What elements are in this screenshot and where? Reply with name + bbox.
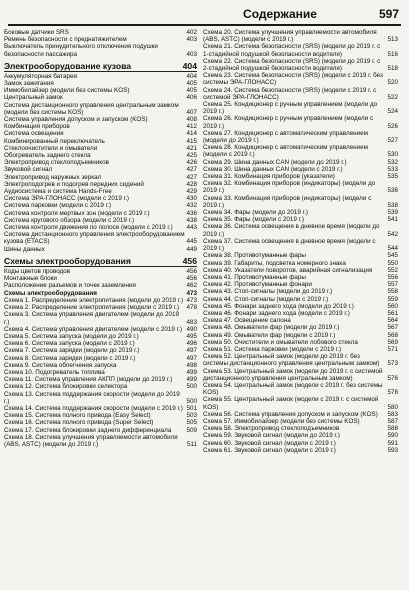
- toc-entry: [4, 282, 197, 289]
- toc-entry: [4, 202, 197, 209]
- toc-entry-title: Схема 54. Центральный замок (модели с 2019 г. без системы KOS): [203, 381, 383, 397]
- toc-entry-title: Система управления допуском и запуском (KOS): [4, 116, 148, 124]
- toc-entry-title: Система кругового обзора (модели с 2019 г.): [4, 216, 135, 224]
- toc-entry: [4, 419, 197, 426]
- toc-entry-page: 501: [186, 404, 197, 412]
- toc-entry-title: Схема 61. Звуковой сигнал (модели с 2019 г.): [203, 446, 336, 454]
- toc-entry-page: 561: [387, 309, 398, 317]
- toc-entry-page: 544: [387, 245, 398, 253]
- toc-entry-page: 524: [387, 108, 398, 116]
- toc-entry: [4, 268, 197, 275]
- toc-entry-title: Схема 34. Фары (модели до 2019 г.): [203, 209, 309, 217]
- toc-entry-page: 478: [186, 304, 197, 312]
- toc-entry-title: Схема 42. Противотуманные фонари: [203, 281, 312, 289]
- toc-entry-title: Электрооборудование кузова: [4, 60, 132, 71]
- toc-entry-page: 415: [186, 137, 197, 145]
- toc-entry: [203, 238, 398, 252]
- toc-entry-page: 404: [186, 72, 197, 80]
- toc-entry-title: Схема 17. Система блокировки заднего дифференциала: [4, 426, 172, 434]
- toc-entry: [203, 115, 398, 129]
- toc-entry-page: 530: [387, 151, 398, 159]
- toc-entry-title: Система парковки (модели с 2019 г.): [4, 202, 111, 210]
- toc-entry-page: 552: [387, 266, 398, 274]
- toc-entry: [4, 123, 197, 130]
- toc-entry-page: 403: [186, 50, 197, 58]
- toc-entry: [4, 355, 197, 362]
- toc-column-right: [203, 29, 398, 454]
- toc-entry-page: 557: [387, 281, 398, 289]
- toc-entry: [203, 29, 398, 43]
- toc-entry-title: Обогреватель заднего стекла: [4, 152, 91, 160]
- toc-entry-title: Схема 51. Система парковки (модели с 2019 г.): [203, 345, 342, 353]
- header-rule: [8, 24, 401, 26]
- toc-entry: [4, 412, 197, 419]
- toc-entry-page: 541: [387, 216, 398, 224]
- toc-entry-page: 403: [186, 36, 197, 44]
- toc-entry-page: 432: [186, 202, 197, 210]
- toc-entry-title: Схема 32. Комбинация приборов (индикаторы) (модели до 2019 г.): [203, 180, 376, 195]
- toc-entry-title: Схема 1. Распределение электропитания (модели до 2019 г.): [4, 296, 184, 304]
- toc-entry-title: Электроподогрев и подогрев передних сидений: [4, 180, 144, 188]
- toc-entry-title: Схема 49. Омыватели фар (модели с 2019 г.): [203, 331, 336, 339]
- toc-entry-page: 590: [387, 432, 398, 440]
- toc-entry: [4, 427, 197, 434]
- toc-entry-page: 578: [387, 389, 398, 397]
- toc-entry-page: 509: [186, 426, 197, 434]
- toc-entry-title: Схема 16. Система полного привода (Super Select): [4, 419, 154, 427]
- toc-entry-page: 505: [186, 419, 197, 427]
- toc-entry-title: Схема 29. Шина данных CAN (модели до 2019 г.): [203, 158, 347, 166]
- toc-entry: [203, 310, 398, 317]
- toc-entry-page: 427: [186, 173, 197, 181]
- toc-entry: [203, 274, 398, 281]
- toc-entry-title: Схема 11. Система управления АКПП (модели до 2019 г.): [4, 376, 173, 384]
- toc-entry-page: 583: [387, 410, 398, 418]
- toc-entry-title: Схема 47. Освещение салона: [203, 317, 291, 325]
- toc-section-heading: [4, 61, 197, 72]
- toc-entry-page: 462: [186, 282, 197, 290]
- toc-entry-title: Схема 60. Звуковой сигнал (модели с 2019 г.): [203, 439, 336, 447]
- toc-entry-title: Схема 31. Комбинация приборов (указатели): [203, 173, 335, 181]
- toc-entry-page: 591: [387, 439, 398, 447]
- toc-entry-title: Схема 33. Комбинация приборов (индикаторы) (модели с 2019 г.): [203, 194, 372, 209]
- page-title: Содержание: [243, 7, 317, 21]
- toc-entry: [4, 210, 197, 217]
- toc-entry-title: Схема 58. Электропривод стеклоподъемников: [203, 425, 340, 433]
- toc-entry-page: 436: [186, 209, 197, 217]
- toc-entry-page: 490: [186, 325, 197, 333]
- toc-entry-title: Схема 22. Система безопасности (SRS) (модели до 2019 г. с 2-стадийной подушкой безопасности водителя): [203, 57, 381, 73]
- toc-entry-page: 402: [186, 29, 197, 36]
- toc-entry-page: 456: [186, 275, 197, 283]
- toc-entry-page: 571: [387, 345, 398, 353]
- toc-entry: [203, 353, 398, 367]
- toc-entry-title: Схема 59. Звуковой сигнал (модели до 2019 г.): [203, 432, 340, 440]
- toc-entry-title: Схема 3. Система управления двигателем (модели до 2019 г.): [4, 311, 179, 326]
- toc-entry-title: Стеклоочистители и омыватели: [4, 144, 98, 152]
- toc-entry-title: Схема 39. Габариты, подсветка номерного знака: [203, 259, 346, 267]
- toc-subheading: [4, 290, 197, 297]
- toc-entry: [4, 340, 197, 347]
- toc-entry-page: 443: [186, 224, 197, 232]
- toc-entry-page: 513: [387, 36, 398, 44]
- toc-entry-page: 558: [387, 288, 398, 296]
- toc-entry: [203, 180, 398, 194]
- toc-entry: [4, 333, 197, 340]
- toc-entry-title: Схема 23. Система безопасности (SRS) (модели с 2019 г. без системы ЭРА-ГЛОНАСС): [203, 72, 383, 87]
- toc-entry-page: 587: [387, 417, 398, 425]
- toc-entry-title: Схема 35. Фары (модели с 2019 г.): [203, 216, 305, 224]
- toc-entry: [203, 260, 398, 267]
- toc-entry-page: 429: [186, 188, 197, 196]
- toc-entry-page: 559: [387, 295, 398, 303]
- toc-entry-title: Система контроля движения по полосе (модели с 2019 г.): [4, 224, 173, 232]
- toc-entry-title: Схема 26. Кондиционер с ручным управлением (модели с 2019 г.): [203, 115, 374, 130]
- toc-entry-page: 499: [186, 368, 197, 376]
- toc-entry-title: Звуковой сигнал: [4, 166, 53, 174]
- toc-entry: [4, 362, 197, 369]
- toc-entry-title: Схема 8. Система зарядки (модели с 2019 г.): [4, 354, 136, 362]
- toc-entry: [203, 296, 398, 303]
- toc-entry-page: 511: [186, 440, 197, 448]
- toc-entry-title: Система освещения: [4, 130, 64, 138]
- toc-entry-page: 428: [186, 180, 197, 188]
- toc-entry-page: 445: [186, 238, 197, 246]
- toc-entry-page: 503: [186, 412, 197, 420]
- toc-entry: [203, 87, 398, 101]
- toc-entry-page: 405: [186, 80, 197, 88]
- toc-entry: [203, 324, 398, 331]
- toc-entry-page: 568: [387, 331, 398, 339]
- toc-entry: [203, 411, 398, 418]
- toc-entry-title: Схема 15. Система полного привода (Easy Select): [4, 412, 151, 420]
- toc-entry-title: Схема 30. Шина данных CAN (модели с 2019 г.): [203, 165, 343, 173]
- toc-entry-page: 497: [186, 354, 197, 362]
- toc-entry: [4, 195, 197, 202]
- toc-entry: [4, 102, 197, 116]
- toc-entry-title: Схема 6. Система запуска (модели с 2019 г.): [4, 340, 135, 348]
- toc-entry-page: 550: [387, 259, 398, 267]
- toc-entry-title: Схема 10. Подогреватель топлива: [4, 368, 105, 376]
- toc-entry-page: 533: [387, 165, 398, 173]
- toc-entry: [203, 216, 398, 223]
- toc-entry-page: 499: [186, 376, 197, 384]
- toc-entry-page: 405: [186, 87, 197, 95]
- toc-entry: [4, 145, 197, 152]
- toc-entry: [4, 166, 197, 173]
- toc-entry: [203, 101, 398, 115]
- toc-entry: [4, 369, 197, 376]
- toc-entry-page: 518: [387, 65, 398, 73]
- toc-entry: [4, 405, 197, 412]
- toc-entry: [203, 166, 398, 173]
- toc-entry-page: 430: [186, 195, 197, 203]
- toc-entry: [4, 311, 197, 325]
- toc-entry-page: 535: [387, 173, 398, 181]
- toc-entry: [203, 368, 398, 382]
- toc-entry-title: Система дистанционного управления центральным замком (модели без системы KOS): [4, 101, 179, 116]
- toc-entry: [203, 281, 398, 288]
- toc-entry: [203, 144, 398, 158]
- toc-entry: [203, 418, 398, 425]
- toc-entry-title: Система дистанционного управления электрооборудованием кузова (ETACS): [4, 231, 185, 246]
- toc-entry-title: Схемы электрооборудования: [4, 255, 131, 266]
- toc-entry-page: 500: [186, 383, 197, 391]
- toc-entry-title: Схема 7. Система зарядки (модели до 2019 г.): [4, 347, 140, 355]
- toc-entry: [203, 43, 398, 57]
- toc-entry-title: Схема 53. Центральный замок (модели до 2019 г. с системой дистанционного управления центральным замком): [203, 367, 383, 382]
- toc-entry: [4, 188, 197, 195]
- toc-entry-title: Схема 12. Система блокировки селектора: [4, 383, 128, 391]
- toc-entry-title: Система ЭРА-ГЛОНАСС (модели с 2019 г.): [4, 195, 129, 203]
- toc-entry: [203, 267, 398, 274]
- toc-entry: [203, 382, 398, 396]
- toc-entry-page: 473: [186, 289, 197, 297]
- toc-entry-title: Электропривод наружных зеркал: [4, 173, 102, 181]
- toc-entry: [203, 317, 398, 324]
- toc-entry: [4, 326, 197, 333]
- toc-entry-title: Шины данных: [4, 245, 45, 253]
- toc-entry: [203, 447, 398, 454]
- toc-entry-title: Схема 27. Кондиционер с автоматическим управлением (модели до 2019 г.): [203, 129, 368, 145]
- toc-entry-page: 542: [387, 230, 398, 238]
- toc-entry-title: Аудиосистема и система Hands-Free: [4, 188, 112, 196]
- toc-entry-title: Схема 14. Система поддержания скорости (модели с 2019 г.): [4, 404, 183, 412]
- toc-entry-title: Схема 52. Центральный замок (модели до 2019 г. без системы дистанционного управления центральным замком): [203, 353, 380, 368]
- toc-entry-page: 580: [387, 403, 398, 411]
- toc-entry-title: Схема 5. Система запуска (модели до 2019 г.): [4, 332, 139, 340]
- toc-entry-page: 407: [186, 108, 197, 116]
- toc-entry-page: 414: [186, 130, 197, 138]
- toc-entry: [203, 440, 398, 447]
- toc-entry-title: Схема 45. Фонари заднего хода (модели до 2019 г.): [203, 302, 354, 310]
- toc-entry-page: 426: [186, 159, 197, 167]
- page-number: 597: [378, 7, 399, 21]
- toc-entry-title: Схема 28. Кондиционер с автоматическим управлением (модели с 2019 г.): [203, 144, 368, 159]
- toc-entry-page: 421: [186, 144, 197, 152]
- toc-entry-title: Система контроля мертвых зон (модели с 2019 г.): [4, 209, 150, 217]
- toc-entry-page: 532: [387, 158, 398, 166]
- toc-entry-page: 425: [186, 152, 197, 160]
- toc-entry-title: Схема 25. Кондиционер с ручным управлением (модели до 2019 г.): [203, 101, 378, 116]
- toc-entry-page: 495: [186, 332, 197, 340]
- page-header: [0, 0, 409, 27]
- toc-entry: [4, 246, 197, 253]
- toc-entry-page: 564: [387, 317, 398, 325]
- toc-entry-page: 527: [387, 137, 398, 145]
- toc-entry: [203, 303, 398, 310]
- toc-entry-page: 483: [186, 318, 197, 326]
- toc-entry: [4, 383, 197, 390]
- toc-entry: [4, 152, 197, 159]
- toc-entry-page: 538: [387, 201, 398, 209]
- toc-entry-title: Схема 57. Иммобилайзер (модели без системы KOS): [203, 417, 360, 425]
- toc-entry-page: 456: [182, 255, 197, 266]
- toc-entry-title: Схема 43. Стоп-сигналы (модели до 2019 г.): [203, 288, 333, 296]
- toc-entry: [203, 332, 398, 339]
- toc-entry-page: 573: [387, 360, 398, 368]
- toc-entry-title: Схема 4. Система управления двигателем (модели с 2019 г.): [4, 325, 183, 333]
- toc-entry: [4, 73, 197, 80]
- toc-entry-title: Коды цветов проводов: [4, 267, 71, 275]
- toc-entry-title: Схема 55. Центральный замок (модели с 2019 г. с системой KOS): [203, 396, 379, 411]
- toc-entry: [4, 43, 197, 57]
- toc-entry: [4, 391, 197, 405]
- toc-entry: [4, 275, 197, 282]
- toc-entry: [203, 288, 398, 295]
- toc-entry: [4, 181, 197, 188]
- toc-entry-page: 526: [387, 122, 398, 130]
- toc-entry: [4, 130, 197, 137]
- toc-entry: [203, 432, 398, 439]
- toc-entry-title: Схема 37. Система освещения в дневное время (модели с 2019 г.): [203, 237, 376, 253]
- toc-entry-page: 567: [387, 324, 398, 332]
- toc-entry-title: Схема 44. Стоп-сигналы (модели с 2019 г.): [203, 295, 329, 303]
- toc-entry: [203, 195, 398, 209]
- toc-entry-title: Схема 41. Противотуманные фары: [203, 273, 306, 281]
- toc-entry-page: 593: [387, 446, 398, 454]
- toc-entry-page: 497: [186, 347, 197, 355]
- toc-entry: [4, 304, 197, 311]
- toc-entry-title: Комбинированный переключатель: [4, 137, 105, 145]
- toc-entry: [203, 252, 398, 259]
- toc-entry-page: 520: [387, 79, 398, 87]
- toc-entry-page: 496: [186, 340, 197, 348]
- toc-entry: [203, 130, 398, 144]
- toc-entry: [203, 72, 398, 86]
- toc-entry: [203, 159, 398, 166]
- toc-entry-page: 576: [387, 374, 398, 382]
- toc-entry-title: Ремень безопасности с преднатяжителем: [4, 36, 127, 44]
- toc-entry: [4, 94, 197, 101]
- toc-column-left: [4, 29, 197, 448]
- toc-entry-title: Схема 2. Распределение электропитания (модели с 2019 г.): [4, 304, 180, 312]
- toc-entry-title: Замок зажигания: [4, 80, 54, 88]
- toc-entry-page: 536: [387, 187, 398, 195]
- toc-entry-title: Схема 56. Система управления допуском и запуском (KOS): [203, 410, 378, 418]
- toc-entry: [4, 36, 197, 43]
- toc-entry-title: Схема 40. Указатели поворотов, аварийная сигнализация: [203, 266, 373, 274]
- toc-entry-title: Схемы электрооборудования: [4, 289, 97, 297]
- toc-entry-title: Боковые датчики SRS: [4, 29, 69, 36]
- toc-entry-title: Схема 18. Система улучшения управляемости автомобиля (ABS, ASTC) (модели до 2019 г.): [4, 433, 178, 448]
- toc-entry: [203, 58, 398, 72]
- toc-entry-title: Схема 46. Фонари заднего хода (модели с 2019 г.): [203, 309, 350, 317]
- toc-entry-page: 516: [387, 50, 398, 58]
- toc-entry: [4, 434, 197, 448]
- toc-entry: [203, 223, 398, 237]
- toc-entry-page: 560: [387, 302, 398, 310]
- toc-entry-title: Схема 21. Система безопасности (SRS) (модели до 2019 г. с 1-стадийной подушкой безопасности водителя): [203, 43, 381, 58]
- toc-entry-title: Схема 13. Система поддержания скорости (модели до 2019 г.): [4, 390, 180, 405]
- toc-entry: [203, 209, 398, 216]
- toc-entry-page: 406: [186, 94, 197, 102]
- toc-entry-title: Схема 24. Система безопасности (SRS) (модели с 2019 г. с системой ЭРА-ГЛОНАСС): [203, 86, 377, 101]
- toc-entry-page: 408: [186, 116, 197, 124]
- toc-entry-title: Схема 9. Система облегчения запуска: [4, 361, 117, 369]
- toc-entry: [4, 297, 197, 304]
- toc-entry-page: 588: [387, 425, 398, 433]
- toc-entry-page: 473: [186, 296, 197, 304]
- toc-entry-page: 522: [387, 93, 398, 101]
- toc-entry-title: Схема 48. Омыватели фар (модели до 2019 г.): [203, 324, 340, 332]
- toc-entry-title: Аккумуляторная батарея: [4, 72, 77, 80]
- toc-entry-title: Комбинация приборов: [4, 123, 70, 131]
- toc-entry-page: 427: [186, 166, 197, 174]
- toc-entry: [203, 396, 398, 410]
- toc-entry-title: Электропривод стеклоподъемников: [4, 159, 109, 167]
- toc-entry-title: Схема 38. Противотуманные фары: [203, 252, 306, 260]
- toc-entry-title: Выключатель принудительного отключения подушки безопасности пассажира: [4, 43, 158, 58]
- toc-section-heading: [4, 256, 197, 267]
- toc-entry-title: Схема 50. Очистители и омыватели лобового стекла: [203, 338, 358, 346]
- toc-entry-page: 569: [387, 338, 398, 346]
- toc-entry: [4, 217, 197, 224]
- toc-entry-title: Расположение разъемов и точек заземления: [4, 282, 136, 290]
- toc-entry-title: Иммобилайзер (модели без системы KOS): [4, 87, 130, 95]
- toc-entry: [4, 231, 197, 245]
- toc-entry-title: Схема 36. Система освещения в дневное время (модели до 2019 г.): [203, 223, 380, 238]
- toc-entry-page: 438: [186, 216, 197, 224]
- toc-entry: [203, 339, 398, 346]
- toc-entry: [4, 347, 197, 354]
- toc-entry-page: 500: [186, 397, 197, 405]
- toc-entry-page: 545: [387, 252, 398, 260]
- toc-entry-page: 412: [186, 123, 197, 131]
- toc-entry: [4, 138, 197, 145]
- toc-entry-page: 539: [387, 209, 398, 217]
- toc-entry-page: 404: [182, 60, 197, 71]
- toc-entry-title: Центральный замок: [4, 94, 63, 102]
- toc-entry-page: 556: [387, 273, 398, 281]
- toc-entry-title: Схема 20. Система улучшения управляемости автомобиля (ABS, ASTC) (модели с 2019 г.): [203, 29, 377, 44]
- toc-entry: [4, 174, 197, 181]
- toc-entry-title: Монтажные блоки: [4, 275, 57, 283]
- toc-entry-page: 456: [186, 267, 197, 275]
- toc-entry-page: 449: [186, 245, 197, 253]
- toc-entry-page: 498: [186, 361, 197, 369]
